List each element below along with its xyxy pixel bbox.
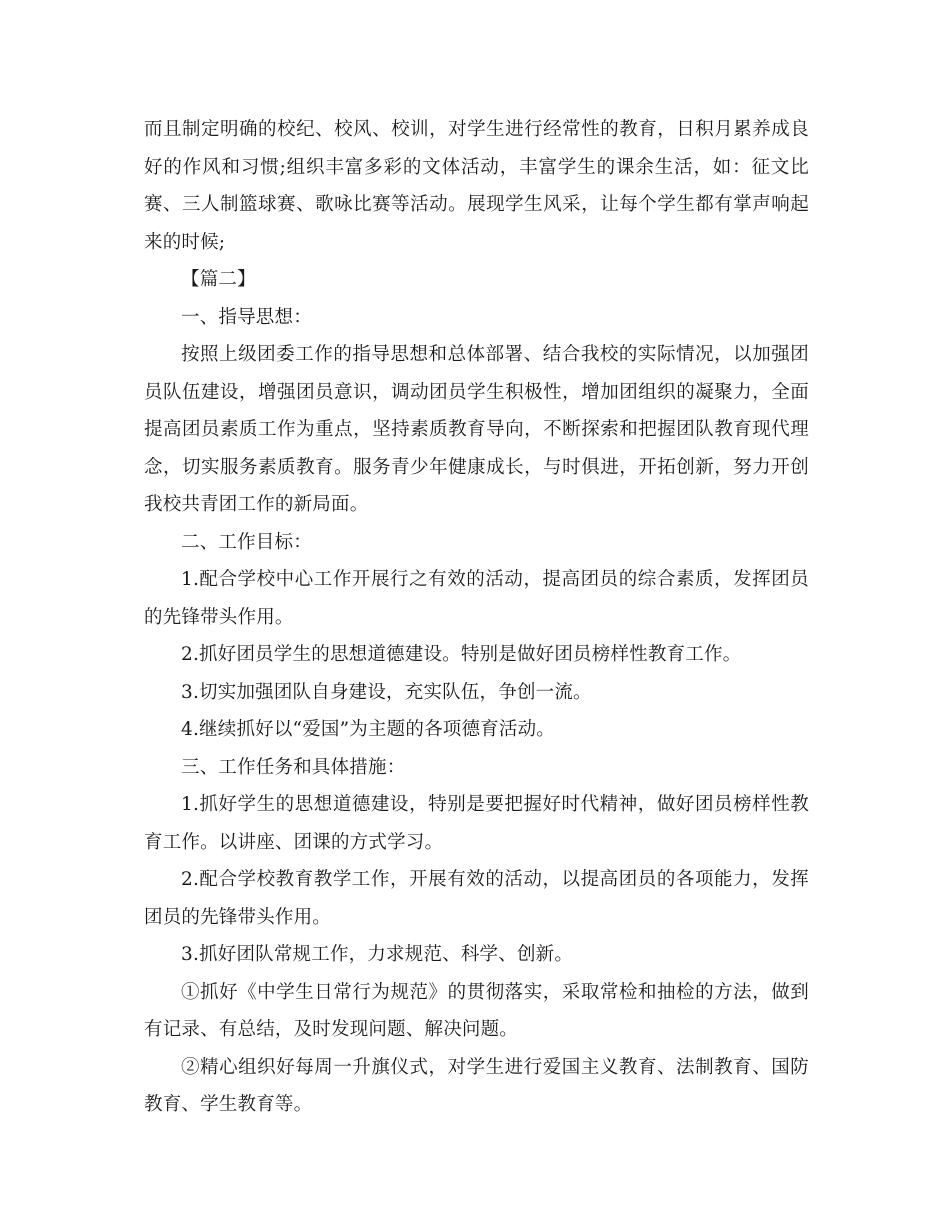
heading-tasks-measures: 三、工作任务和具体措施： [181, 756, 406, 778]
document-body [144, 111, 809, 1124]
list-item-task-3b: ②精心组织好每周一升旗仪式，对学生进行爱国主义教育、法制教育、国防教育、学生教育等。 [144, 1056, 809, 1115]
paragraph-guiding-ideology: 按照上级团委工作的指导思想和总体部署、结合我校的实际情况，以加强团员队伍建设，增强团员意识，调动团员学生积极性，增加团组织的凝聚力，全面提高团员素质工作为重点，坚持素质教育导向，不断探索和把握团队教育现代理念，切实服务素质教育。服务青少年健康成长，与时俱进，开拓创新，努力开创我校共青团工作的新局面。 [144, 344, 809, 515]
list-item-goal-3: 3.切实加强团队自身建设，充实队伍，争创一流。 [181, 681, 592, 703]
list-item-goal-4: 4.继续抓好以“爱国”为主题的各项德育活动。 [181, 719, 555, 740]
list-item-task-3a: ①抓好《中学生日常行为规范》的贯彻落实，采取常检和抽检的方法，做到有记录、有总结，及时发现问题、解决问题。 [144, 981, 809, 1040]
list-item-goal-2: 2.抓好团员学生的思想道德建设。特别是做好团员榜样性教育工作。 [181, 644, 742, 665]
list-item-task-3: 3.抓好团队常规工作，力求规范、科学、创新。 [181, 944, 574, 965]
list-item-goal-1: 1.配合学校中心工作开展行之有效的活动，提高团员的综合素质，发挥团员的先锋带头作用。 [144, 569, 809, 628]
paragraph-intro-continued: 而且制定明确的校纪、校风、校训，对学生进行经常性的教育，日积月累养成良好的作风和习惯;组织丰富多彩的文体活动，丰富学生的课余生活，如：征文比赛、三人制篮球赛、歌咏比赛等活动。展现学生风采，让每个学生都有掌声响起来的时候; [144, 119, 809, 253]
section-title: 【篇二】 [181, 269, 256, 290]
list-item-task-2: 2.配合学校教育教学工作，开展有效的活动，以提高团员的各项能力，发挥团员的先锋带头作用。 [144, 869, 809, 928]
list-item-task-1: 1.抓好学生的思想道德建设，特别是要把握好时代精神，做好团员榜样性教育工作。以讲座、团课的方式学习。 [144, 794, 809, 853]
heading-work-goals: 二、工作目标： [181, 531, 312, 553]
heading-guiding-ideology: 一、指导思想： [181, 306, 312, 328]
